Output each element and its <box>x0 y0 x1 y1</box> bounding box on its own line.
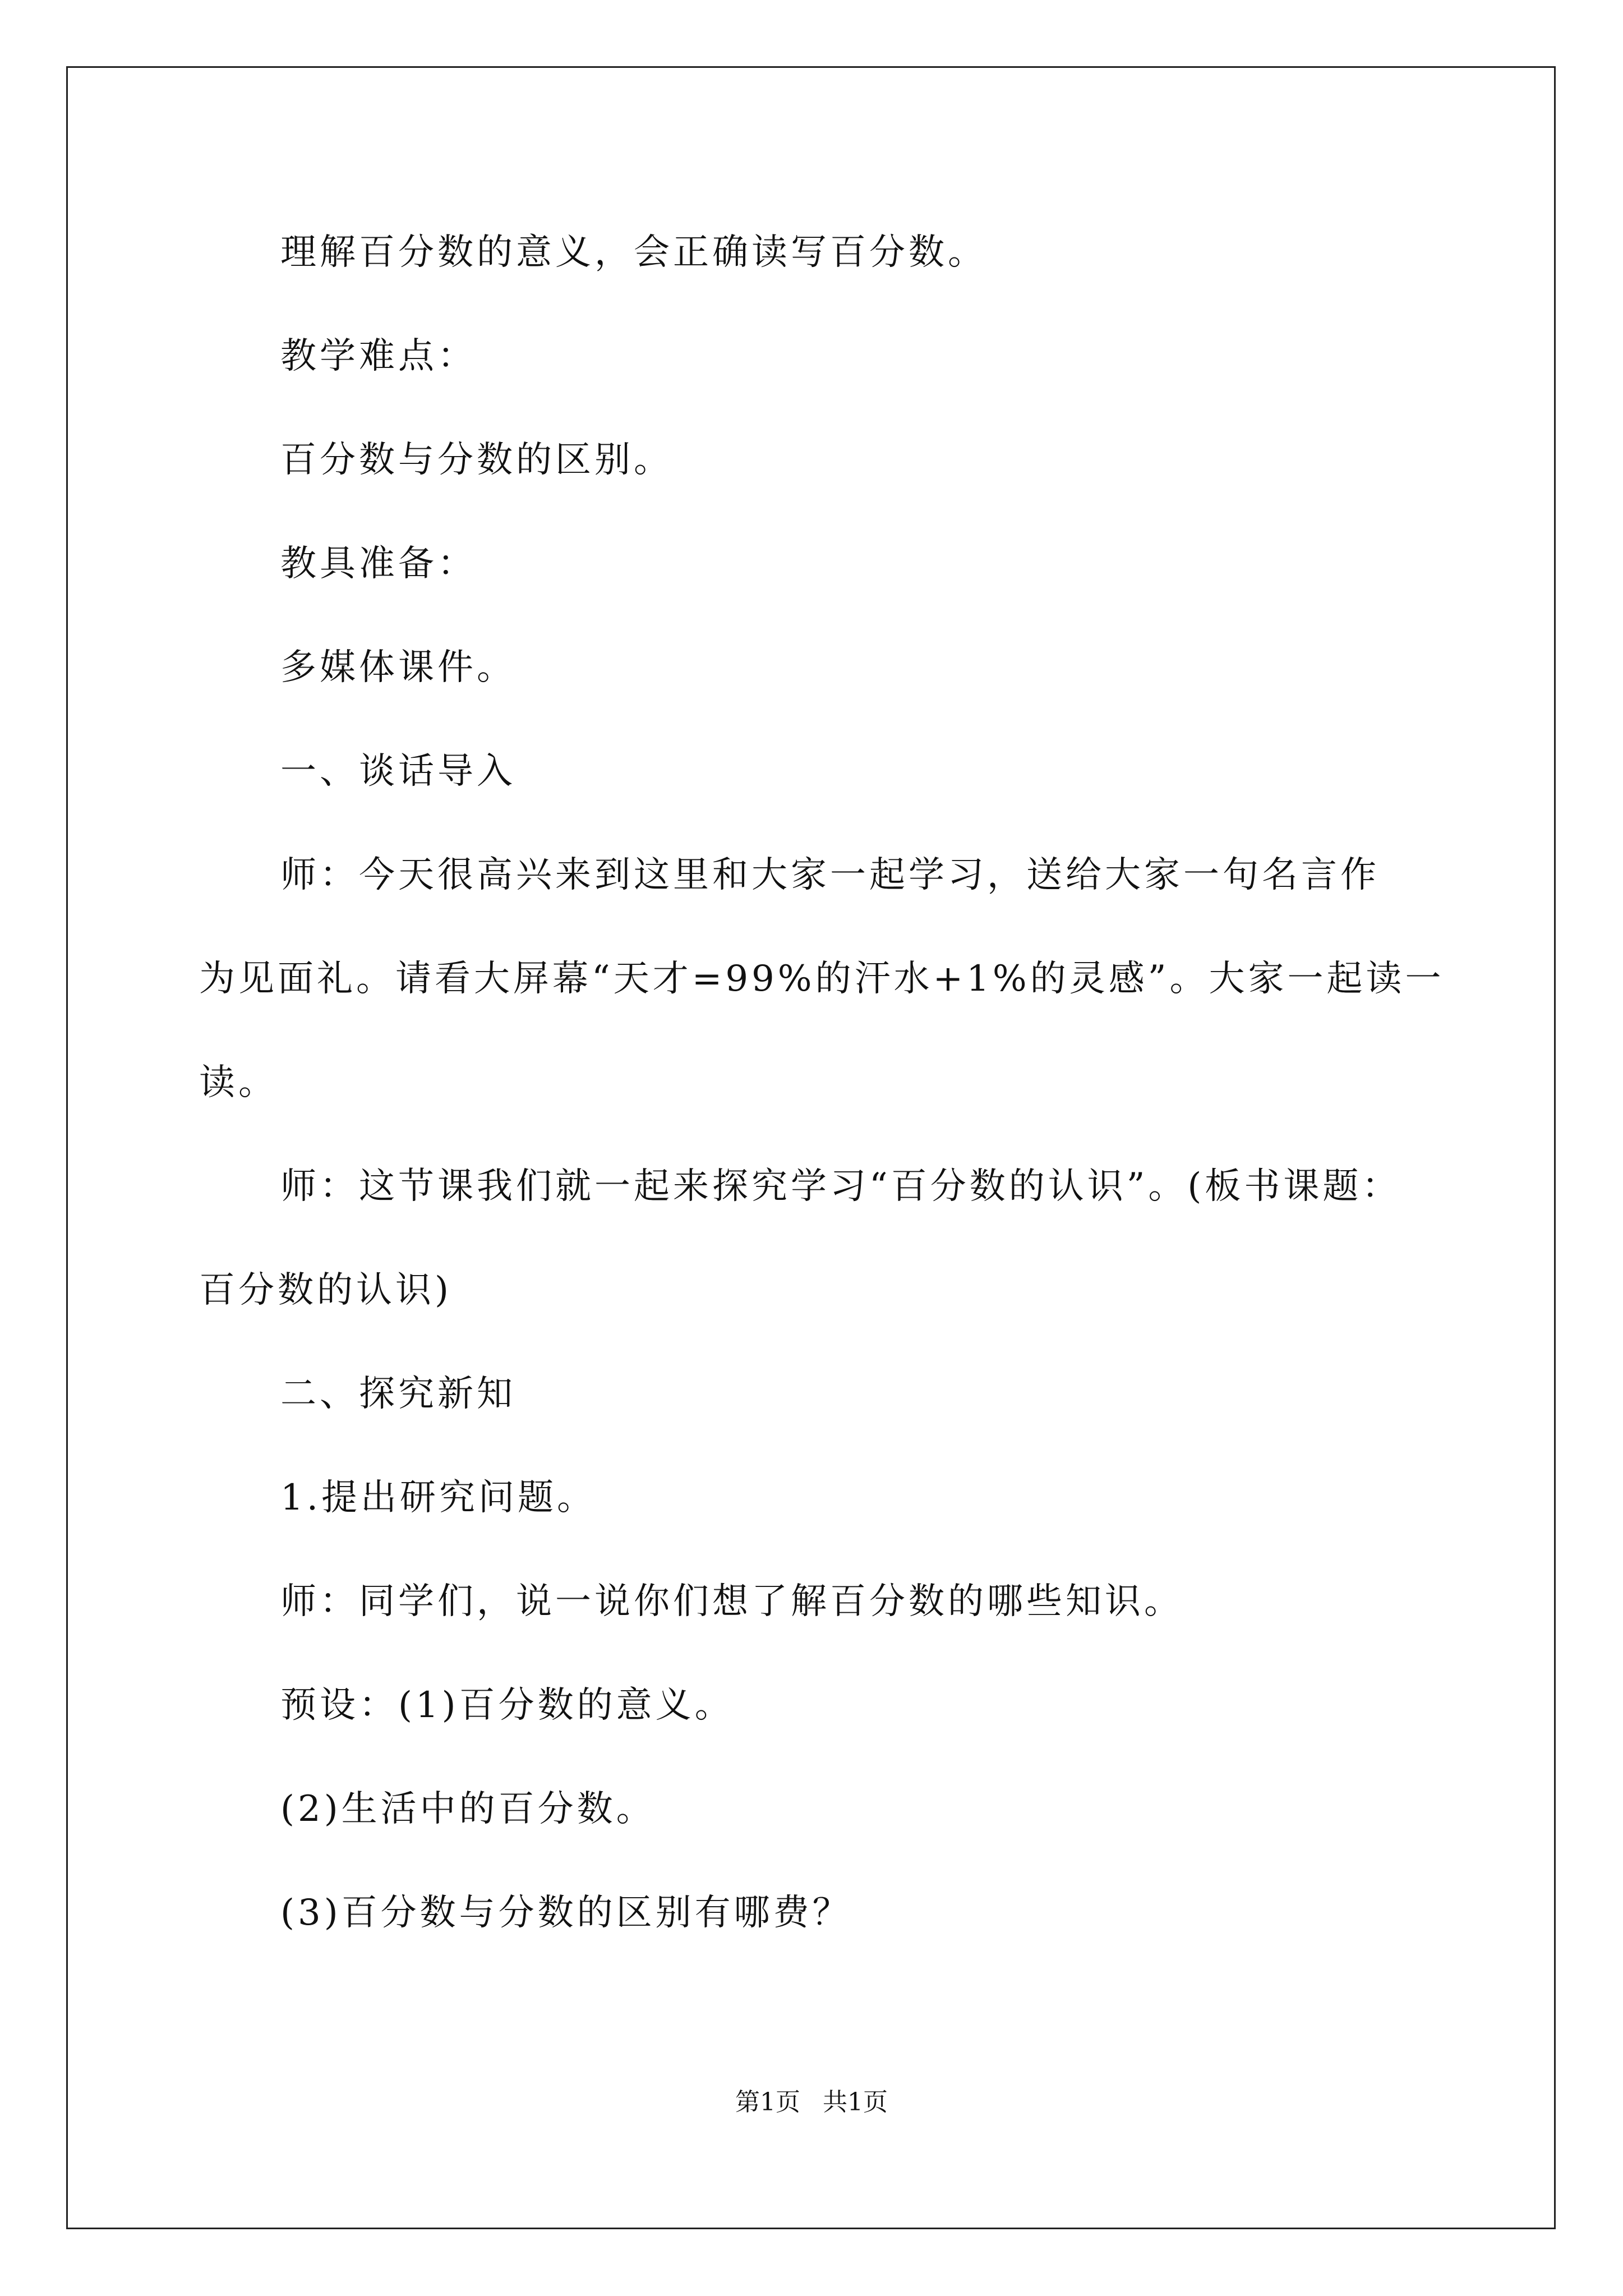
paragraph-line: 为见面礼。请看大屏幕“天才=99%的汗水+1%的灵感”。大家一起读一 <box>199 958 1445 1000</box>
paragraph-line: 1.提出研究问题。 <box>280 1477 597 1519</box>
section-heading: 教具准备： <box>280 543 477 585</box>
paragraph-line: (2)生活中的百分数。 <box>280 1788 656 1830</box>
paragraph-line: 师：同学们，说一说你们想了解百分数的哪些知识。 <box>280 1581 1183 1622</box>
paragraph-line: 百分数的认识) <box>199 1269 452 1311</box>
page-footer <box>0 2087 1623 2118</box>
paragraph-line: 读。 <box>199 1062 278 1103</box>
paragraph-line: 师：今天很高兴来到这里和大家一起学习，送给大家一句名言作 <box>280 854 1380 896</box>
page-number: 第1页 <box>735 2088 800 2116</box>
section-heading: 教学难点： <box>280 335 477 377</box>
paragraph-line: 多媒体课件。 <box>280 647 516 688</box>
page-total: 共1页 <box>823 2088 888 2116</box>
section-heading: 一、谈话导入 <box>280 751 516 792</box>
paragraph-line: 师：这节课我们就一起来探究学习“百分数的认识”。(板书课题： <box>280 1166 1401 1207</box>
paragraph-line: 百分数与分数的区别。 <box>280 439 673 481</box>
paragraph-line: 理解百分数的意义，会正确读写百分数。 <box>280 232 987 273</box>
section-heading: 二、探究新知 <box>280 1373 516 1415</box>
paragraph-line: 预设：(1)百分数的意义。 <box>280 1685 734 1726</box>
paragraph-line: (3)百分数与分数的区别有哪费？ <box>280 1892 852 1934</box>
